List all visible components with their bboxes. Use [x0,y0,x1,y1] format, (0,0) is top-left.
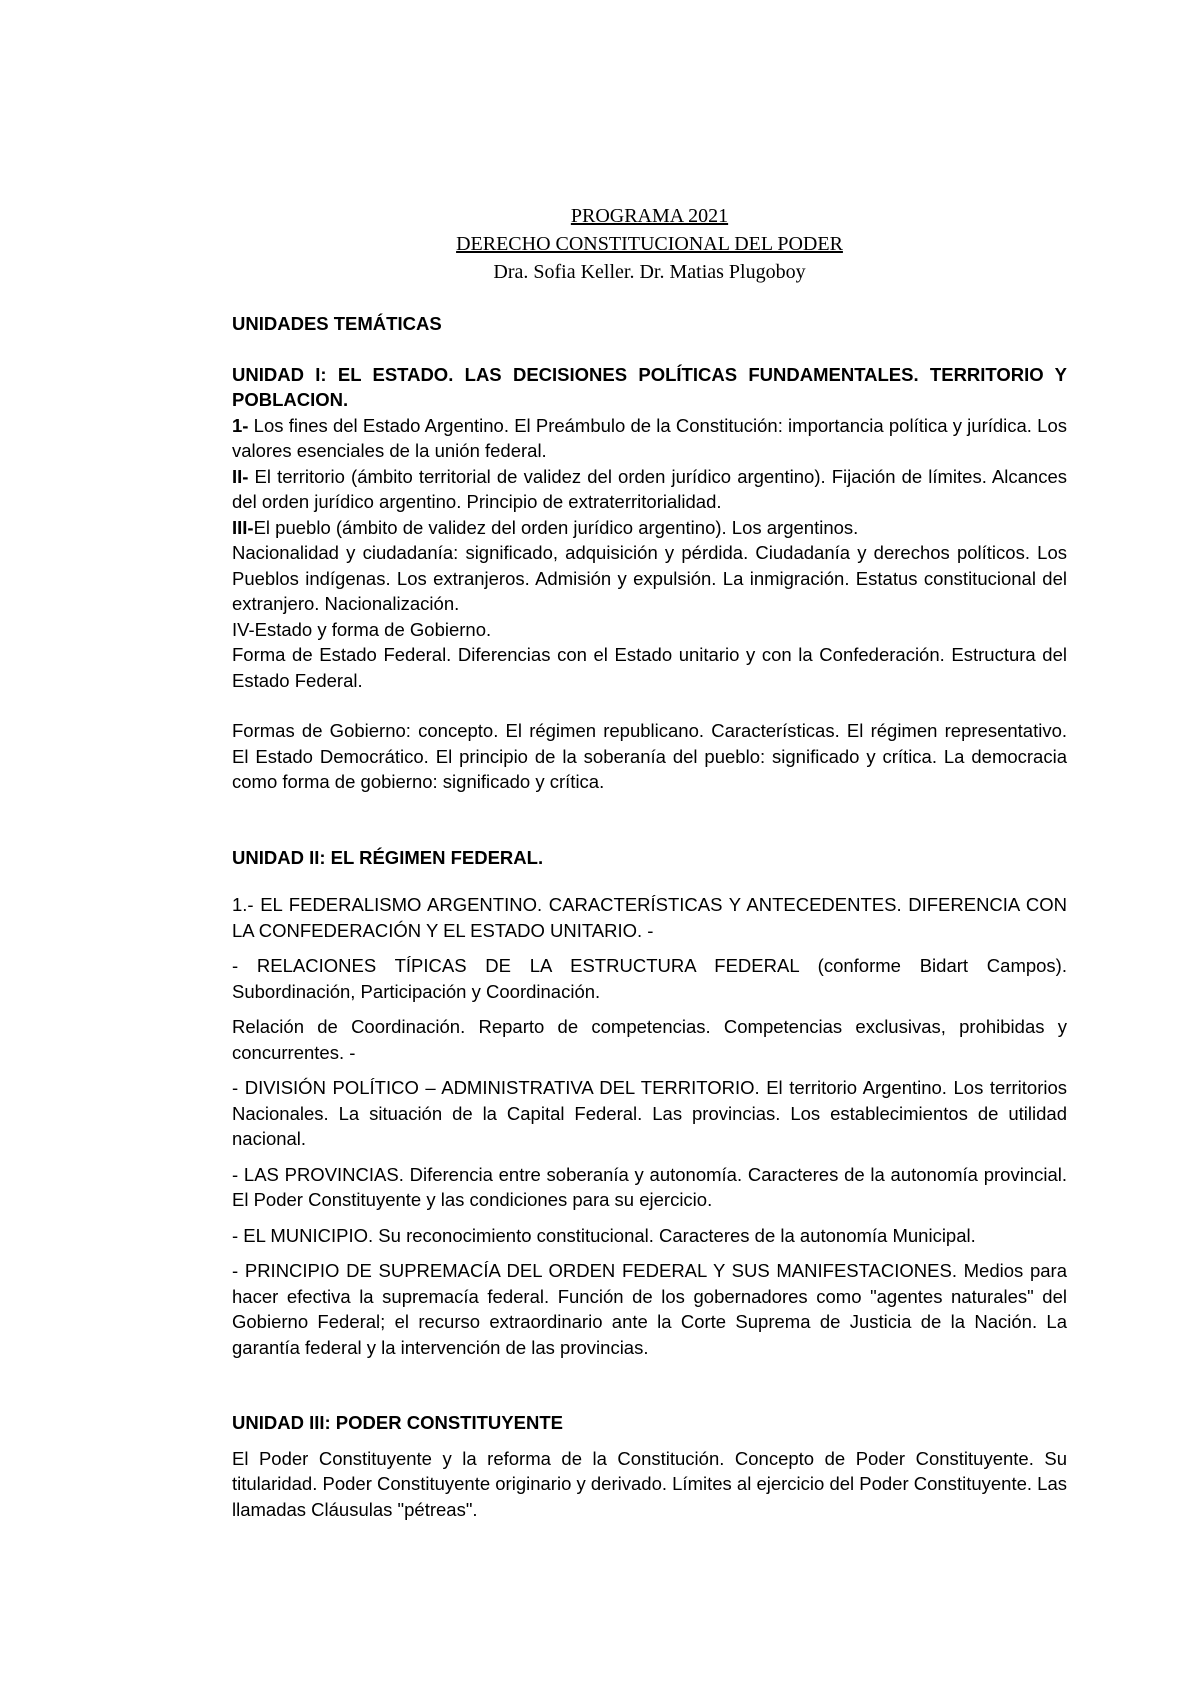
document-subtitle: DERECHO CONSTITUCIONAL DEL PODER [456,233,843,255]
unit2-paragraph-3: Relación de Coordinación. Reparto de competencias. Competencias exclusivas, prohibidas y concurrentes. - [232,1016,1067,1063]
unit1-p1-label: 1- [232,414,249,436]
unit1-heading: UNIDAD I: EL ESTADO. LAS DECISIONES POLÍTICAS FUNDAMENTALES. TERRITORIO Y POBLACION. [232,363,1067,410]
section-title: UNIDADES TEMÁTICAS [232,313,442,334]
document-title: PROGRAMA 2021 [570,205,729,227]
unit2-paragraph-6: - EL MUNICIPIO. Su reconocimiento constitucional. Caracteres de la autonomía Municipal. [232,1224,976,1246]
unit1-paragraph-2 [232,464,1067,515]
unit1-p2-text: El territorio (ámbito territorial de validez del orden jurídico argentino). Fijación de límites. Alcances del orden jurídico argentino. Principio de extraterritorialidad. [232,465,1067,512]
unit2-heading: UNIDAD II: EL RÉGIMEN FEDERAL. [232,846,544,868]
unit1-p2-label: II- [232,465,249,487]
unit1-paragraph-5: IV-Estado y forma de Gobierno. [232,618,492,640]
unit1-p3-text: El pueblo (ámbito de validez del orden jurídico argentino). Los argentinos. [253,516,859,538]
unit1-paragraph-1 [232,413,1067,464]
unit2-paragraph-1: 1.- EL FEDERALISMO ARGENTINO. CARACTERÍSTICAS Y ANTECEDENTES. DIFERENCIA CON LA CONFEDERACIÓN Y EL ESTADO UNITARIO. - [232,894,1067,941]
document-authors: Dra. Sofia Keller. Dr. Matias Plugoboy [493,261,806,283]
unit1-paragraph-3 [232,515,1067,541]
unit1-p1-text: Los fines del Estado Argentino. El Preámbulo de la Constitución: importancia política y jurídica. Los valores esenciales de la unión federal. [232,414,1067,461]
unit2-paragraph-4: - DIVISIÓN POLÍTICO – ADMINISTRATIVA DEL TERRITORIO. El territorio Argentino. Los territorios Nacionales. La situación de la Capital Federal. Las provincias. Los establecimientos de utilidad nacional. [232,1077,1067,1149]
unit1-paragraph-7: Formas de Gobierno: concepto. El régimen republicano. Características. El régimen representativo. El Estado Democrático. El principio de la soberanía del pueblo: significado y crítica. La democracia como forma de gobierno: significado y crítica. [232,720,1067,792]
unit1-paragraph-4: Nacionalidad y ciudadanía: significado, adquisición y pérdida. Ciudadanía y derechos políticos. Los Pueblos indígenas. Los extranjeros. Admisión y expulsión. La inmigración. Estatus constitucional del extranjero. Nacionalización. [232,542,1067,614]
unit3-paragraph-1: El Poder Constituyente y la reforma de la Constitución. Concepto de Poder Constituyente. Su titularidad. Poder Constituyente originario y derivado. Límites al ejercicio del Poder Constituyente. Las llamadas Cláusulas "pétreas". [232,1447,1068,1520]
unit2-paragraph-5: - LAS PROVINCIAS. Diferencia entre soberanía y autonomía. Caracteres de la autonomía provincial. El Poder Constituyente y las condiciones para su ejercicio. [232,1163,1067,1210]
unit1-paragraph-6: Forma de Estado Federal. Diferencias con el Estado unitario y con la Confederación. Estructura del Estado Federal. [232,644,1067,691]
unit2-paragraph-7: - PRINCIPIO DE SUPREMACÍA DEL ORDEN FEDERAL Y SUS MANIFESTACIONES. Medios para hacer efectiva la supremacía federal. Función de los gobernadores como "agentes naturales" del Gobierno Federal; el recurso extraordinario ante la Corte Suprema de Justicia de la Nación. La garantía federal y la intervención de las provincias. [232,1260,1067,1358]
unit1-p3-label: III- [232,516,254,538]
unit3-heading: UNIDAD III: PODER CONSTITUYENTE [232,1412,563,1433]
unit2-paragraph-2: - RELACIONES TÍPICAS DE LA ESTRUCTURA FEDERAL (conforme Bidart Campos). Subordinación, Participación y Coordinación. [232,955,1067,1002]
document-header [232,202,1067,286]
